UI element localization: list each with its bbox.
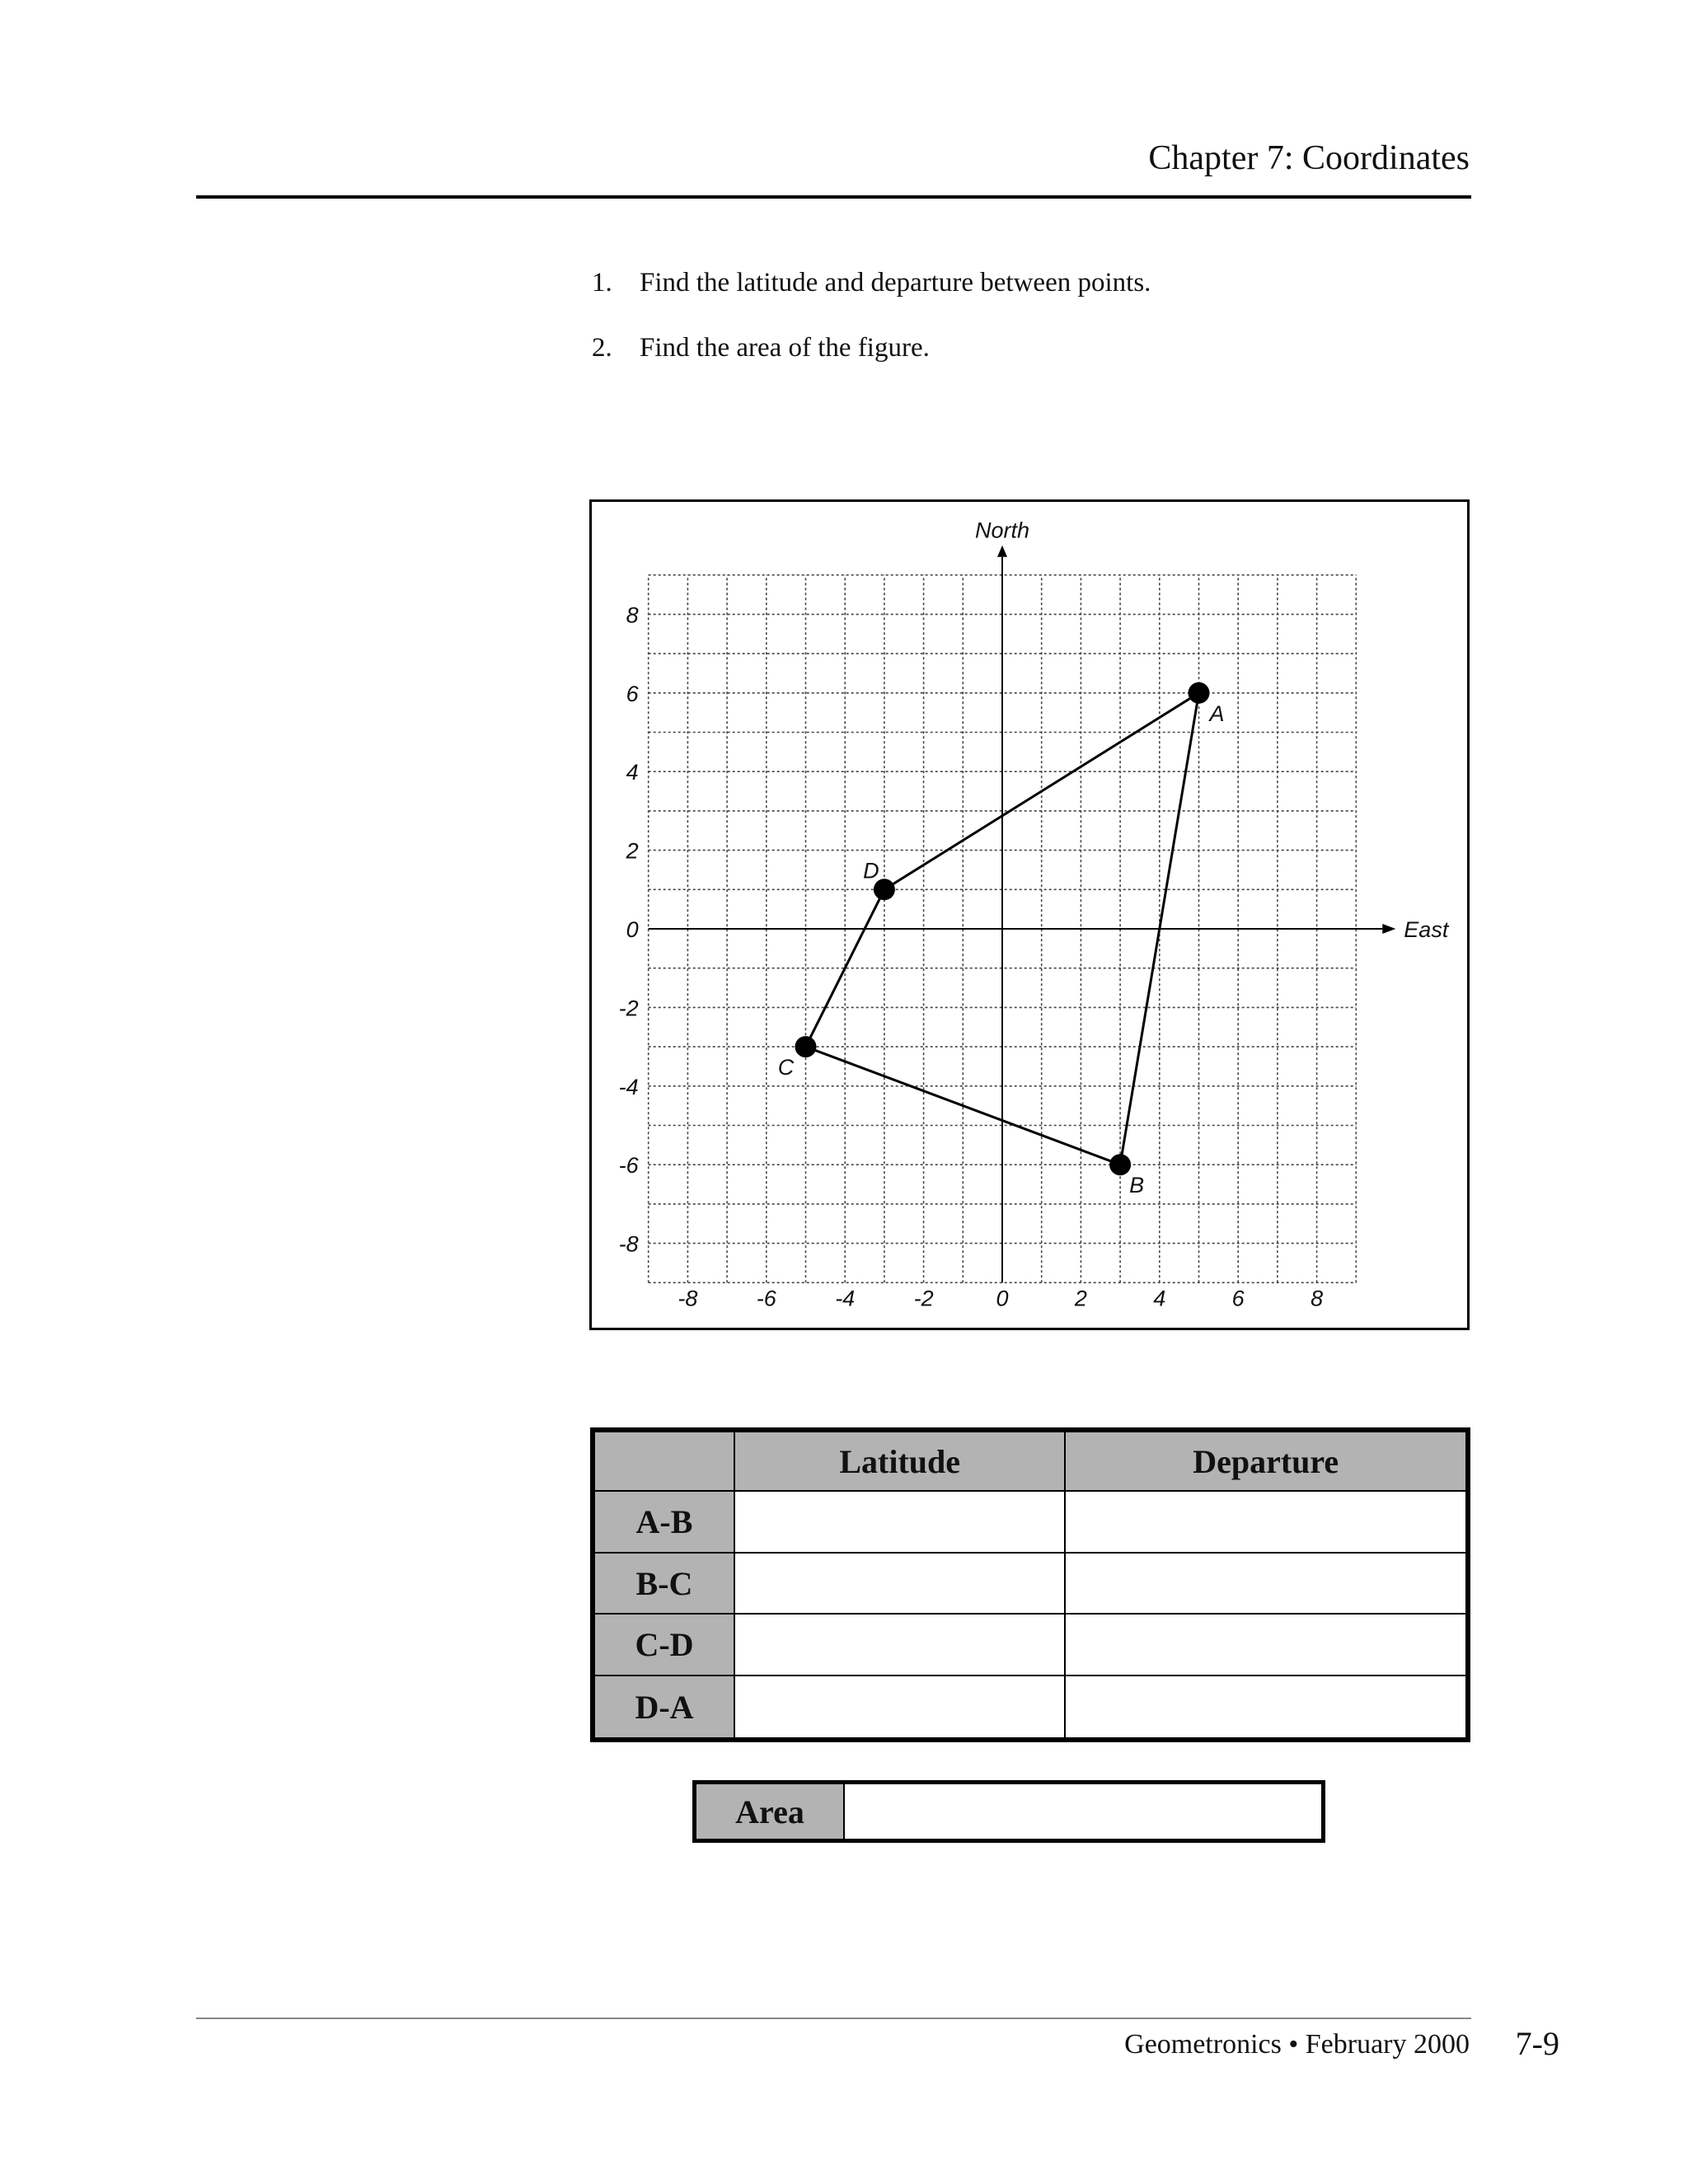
latitude-cell[interactable]: [734, 1553, 1065, 1615]
point-marker: [795, 1036, 817, 1057]
point-marker: [1109, 1154, 1131, 1175]
instruction-item: [592, 268, 1151, 298]
latitude-header: Latitude: [734, 1430, 1065, 1491]
table-corner-cell: [593, 1430, 734, 1491]
x-tick-label: 0: [996, 1286, 1009, 1311]
coordinate-figure: [589, 499, 1470, 1330]
x-tick-label: -6: [756, 1286, 776, 1311]
area-answer-field[interactable]: [845, 1784, 1321, 1839]
y-tick-label: -2: [618, 996, 639, 1021]
table-row: [593, 1491, 1468, 1553]
latitude-departure-table: [590, 1427, 1470, 1742]
chapter-title: Chapter 7: Coordinates: [1148, 139, 1470, 177]
point-label: D: [863, 858, 879, 883]
point-label: C: [777, 1055, 795, 1080]
y-tick-label: -4: [618, 1074, 639, 1099]
instruction-number: 1.: [592, 268, 612, 298]
y-tick-label: 8: [626, 602, 639, 628]
departure-cell[interactable]: [1065, 1614, 1468, 1675]
departure-cell[interactable]: [1065, 1553, 1468, 1615]
departure-cell[interactable]: [1065, 1675, 1468, 1740]
east-arrowhead: [1382, 924, 1395, 934]
x-tick-label: 6: [1231, 1286, 1245, 1311]
header-divider: [196, 195, 1471, 199]
instruction-number: 2.: [592, 333, 612, 363]
x-tick-label: -2: [913, 1286, 934, 1311]
departure-cell[interactable]: [1065, 1491, 1468, 1553]
coordinate-grid-plot: [592, 502, 1467, 1328]
y-tick-label: 2: [626, 838, 639, 864]
table-row: [593, 1675, 1468, 1740]
row-label: B-C: [593, 1553, 734, 1615]
x-tick-label: 2: [1074, 1286, 1087, 1311]
x-tick-label: -4: [835, 1286, 856, 1311]
table-header-row: [593, 1430, 1468, 1491]
x-tick-label: 4: [1153, 1286, 1166, 1311]
instruction-text: Find the latitude and departure between points.: [640, 268, 1151, 298]
page-number: 7-9: [1515, 2025, 1559, 2062]
y-tick-label: 0: [626, 917, 639, 942]
latitude-cell[interactable]: [734, 1614, 1065, 1675]
point-label: B: [1129, 1173, 1145, 1198]
area-label: Area: [696, 1784, 845, 1839]
instruction-text: Find the area of the figure.: [640, 333, 930, 363]
point-label: A: [1209, 701, 1225, 726]
row-label: D-A: [593, 1675, 734, 1740]
instruction-item: [592, 333, 930, 363]
y-tick-label: -8: [618, 1231, 639, 1257]
y-tick-label: 4: [626, 760, 639, 785]
east-axis-label: East: [1404, 917, 1449, 942]
point-marker: [1189, 682, 1210, 704]
latitude-cell[interactable]: [734, 1675, 1065, 1740]
departure-header: Departure: [1065, 1430, 1468, 1491]
north-arrowhead: [997, 546, 1007, 557]
latitude-cell[interactable]: [734, 1491, 1065, 1553]
x-tick-label: -8: [678, 1286, 698, 1311]
y-tick-label: 6: [626, 681, 639, 706]
table-row: [593, 1614, 1468, 1675]
x-tick-label: 8: [1311, 1286, 1324, 1311]
footer-divider: [196, 2018, 1471, 2019]
north-axis-label: North: [974, 518, 1030, 543]
footer-credit: Geometronics • February 2000: [1124, 2029, 1470, 2060]
area-box: [692, 1780, 1325, 1843]
y-tick-label: -6: [618, 1153, 639, 1179]
row-label: A-B: [593, 1491, 734, 1553]
row-label: C-D: [593, 1614, 734, 1675]
table-row: [593, 1553, 1468, 1615]
